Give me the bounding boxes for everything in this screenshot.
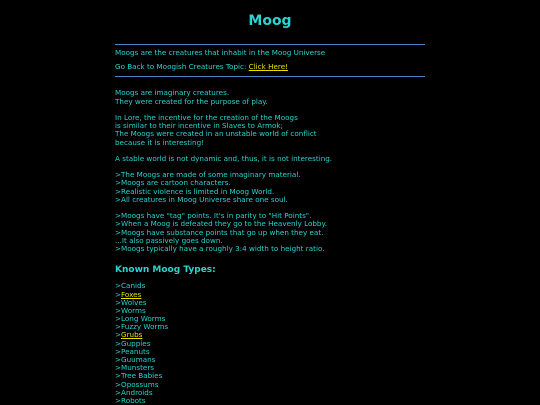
back-line	[115, 63, 425, 71]
body-line: ...It also passively goes down.	[115, 235, 223, 245]
type-prefix: >	[115, 395, 122, 405]
type-name: Guumans	[121, 355, 156, 364]
type-item	[115, 299, 425, 307]
body-line: because it is interesting!	[115, 137, 205, 147]
body-text	[115, 89, 425, 261]
types-list	[115, 282, 425, 405]
type-prefix: >	[115, 346, 122, 356]
type-prefix: >	[115, 305, 122, 315]
type-prefix: >	[115, 322, 122, 332]
type-link[interactable]: Foxes	[121, 289, 142, 299]
body-line: >The Moogs are made of some imaginary material.	[115, 170, 301, 180]
type-item	[115, 323, 425, 331]
intro-text: Moogs are the creatures that inhabit in the Moog Universe	[115, 48, 326, 57]
content-column	[115, 44, 425, 405]
type-name: Munsters	[121, 363, 155, 373]
type-prefix: >	[115, 289, 122, 299]
type-name: Androids	[121, 387, 153, 397]
type-name: Peanuts	[121, 346, 150, 356]
types-heading: Known Moog Types:	[115, 265, 216, 276]
type-prefix: >	[115, 355, 122, 364]
type-item	[115, 372, 425, 380]
type-prefix: >	[115, 314, 122, 324]
type-name: Opossums	[121, 379, 159, 389]
body-line: >Realistic violence is limited in Moog World.	[115, 186, 275, 196]
type-item	[115, 282, 425, 290]
body-line: In Lore, the incentive for the creation of the Moogs	[115, 112, 298, 122]
type-prefix: >	[115, 387, 122, 397]
type-item	[115, 340, 425, 348]
type-name: Worms	[121, 305, 146, 315]
page-title: Moog	[248, 13, 292, 29]
type-name: Wolves	[121, 297, 147, 307]
type-prefix: >	[115, 330, 122, 340]
body-line: >Moogs have "tag" points. It's in parity to "Hit Points".	[115, 211, 312, 221]
body-line: They were created for the purpose of play.	[115, 96, 268, 106]
body-line: is similar to their incentive in Slaves to Armok;	[115, 121, 283, 131]
type-name: Long Worms	[121, 314, 166, 324]
type-prefix: >	[115, 363, 122, 373]
type-item	[115, 381, 425, 389]
paragraph-gap	[115, 253, 425, 261]
type-name: Guppies	[121, 338, 151, 348]
body-line: A stable world is not dynamic and, thus, it is not interesting.	[115, 153, 333, 163]
back-link[interactable]: Click Here!	[248, 62, 289, 72]
body-line: The Moogs were created in an unstable world of conflict	[115, 129, 317, 139]
body-line: >When a Moog is defeated they go to the Heavenly Lobby.	[115, 219, 328, 229]
type-prefix: >	[115, 379, 122, 389]
type-prefix: >	[115, 281, 122, 291]
body-line: >All creatures in Moog Universe share one soul.	[115, 194, 288, 204]
type-prefix: >	[115, 338, 122, 348]
type-link[interactable]: Grubs	[121, 330, 143, 340]
type-item	[115, 348, 425, 356]
body-line: Moogs are imaginary creatures.	[115, 88, 230, 98]
type-item[interactable]	[115, 291, 425, 299]
body-line: >Moogs have substance points that go up when they eat.	[115, 227, 324, 237]
type-item	[115, 397, 425, 405]
type-prefix: >	[115, 297, 122, 307]
body-line: >Moogs typically have a roughly 3:4 width to height ratio.	[115, 243, 325, 253]
body-line: >Moogs are cartoon characters.	[115, 178, 231, 188]
type-item[interactable]	[115, 331, 425, 339]
type-item	[115, 356, 425, 364]
type-prefix: >	[115, 371, 122, 381]
type-name: Tree Babies	[121, 371, 163, 381]
type-name: Canids	[121, 281, 146, 291]
type-item	[115, 389, 425, 397]
type-name: Robots	[121, 395, 146, 405]
type-name: Fuzzy Worms	[121, 322, 169, 332]
back-text: Go Back to Moogish Creatures Topic:	[115, 62, 249, 72]
